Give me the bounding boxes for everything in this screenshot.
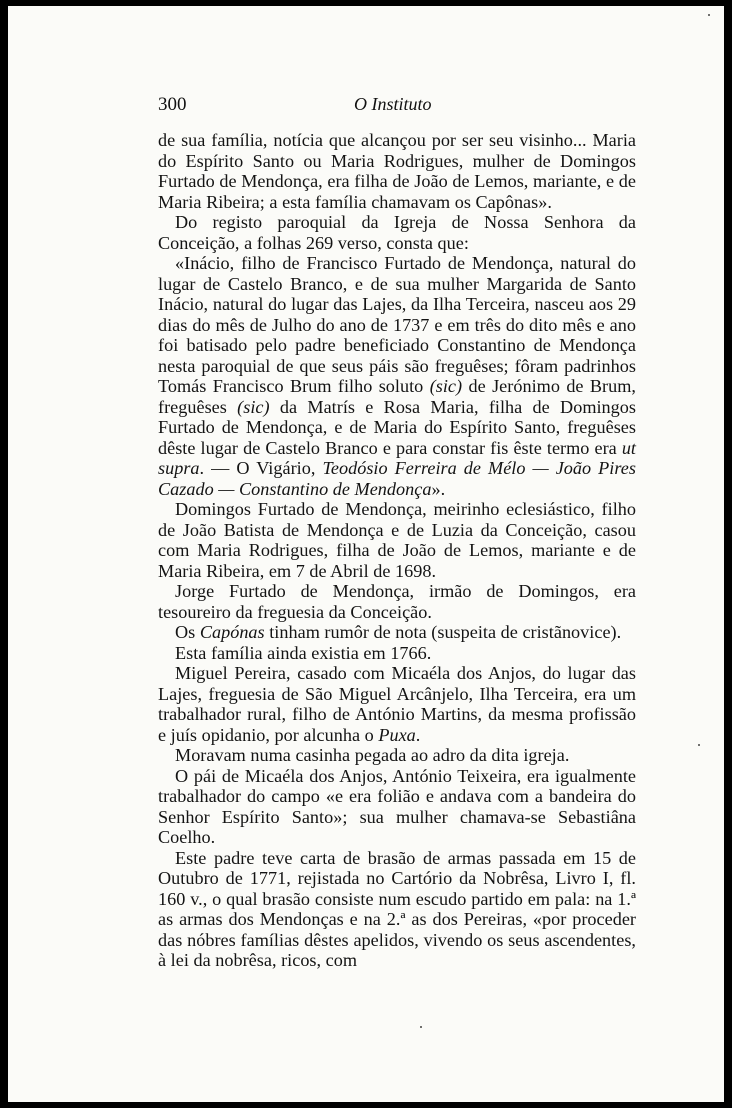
paragraph-4: Domingos Furtado de Mendonça, meirinho eclesiástico, filho de João Batista de Mendonça e de Luzia da Conceição, casou com Maria Rodrigues, filha de João de Lemos, mariante e de Maria Ribeira, em 7 de Abril de 1698.: [158, 499, 636, 581]
page-header: [158, 94, 638, 118]
paragraph-9: Moravam numa casinha pegada ao adro da dita igreja.: [175, 745, 570, 765]
print-speck: [698, 744, 700, 746]
paragraph-1: de sua família, notícia que alcançou por ser seu visinho... Maria do Espírito Santo ou Maria Rodrigues, mulher de Domingos Furtado de Mendonça, era filha de João de Lemos, mariante, e de Maria Ribeira; a esta família chamavam os Capônas».: [158, 130, 636, 212]
book-page: [8, 6, 724, 1102]
print-speck: [708, 14, 710, 16]
page-number: 300: [158, 94, 187, 115]
paragraph-2: Do registo paroquial da Igreja de Nossa Senhora da Conceição, a folhas 269 verso, consta que:: [158, 212, 636, 253]
paragraph-6: Os Capónas tinham rumôr de nota (suspeita de cristãnovice).: [175, 622, 622, 642]
paragraph-5: Jorge Furtado de Mendonça, irmão de Domingos, era tesoureiro da freguesia da Conceição.: [158, 581, 636, 622]
paragraph-8: Miguel Pereira, casado com Micaéla dos Anjos, do lugar das Lajes, freguesia de São Miguel Arcânjelo, Ilha Terceira, era um trabalhador rural, filho de António Martins, da mesma profissão e juís opidanio, por alcunha o Puxa.: [158, 663, 636, 745]
body-text: [158, 130, 636, 971]
paragraph-10: O pái de Micaéla dos Anjos, António Teixeira, era igualmente trabalhador do campo «e era folião e andava com a bandeira do Senhor Espírito Santo»; sua mulher chamava-se Sebastiâna Coelho.: [158, 765, 636, 847]
running-head: O Instituto: [354, 94, 432, 114]
print-speck: [420, 1026, 422, 1028]
paragraph-11: Este padre teve carta de brasão de armas passada em 15 de Outubro de 1771, rejistada no Cartório da Nobrêsa, Livro I, fl. 160 v., o qual brasão consiste num escudo partido em pala: na 1.ª as armas dos Mendonças e na 2.ª as dos Pereiras, «por proceder das nóbres famílias dêstes apelidos, vivendo os seus ascendentes, à lei da nobrêsa, ricos, com: [158, 847, 636, 970]
paragraph-3: «Inácio, filho de Francisco Furtado de Mendonça, natural do lugar de Castelo Branco, e de sua mulher Margarida de Santo Inácio, natural do lugar das Lajes, da Ilha Terceira, nasceu aos 29 dias do mês de Julho do ano de 1737 e em três do dito mês e ano foi batisado pelo padre beneficiado Constantino de Mendonça nesta paroquial de que seus páis são freguêses; fôram padrinhos Tomás Francisco Brum filho soluto (sic) de Jerónimo de Brum, freguêses (sic) da Matrís e Rosa Maria, filha de Domingos Furtado de Mendonça, e de Maria do Espírito Santo, freguêses dêste lugar de Castelo Branco e para constar fis êste termo era ut supra. — O Vigário, Teodósio Ferreira de Mélo — João Pires Cazado — Constantino de Mendonça».: [158, 253, 636, 499]
paragraph-7: Esta família ainda existia em 1766.: [175, 642, 432, 663]
